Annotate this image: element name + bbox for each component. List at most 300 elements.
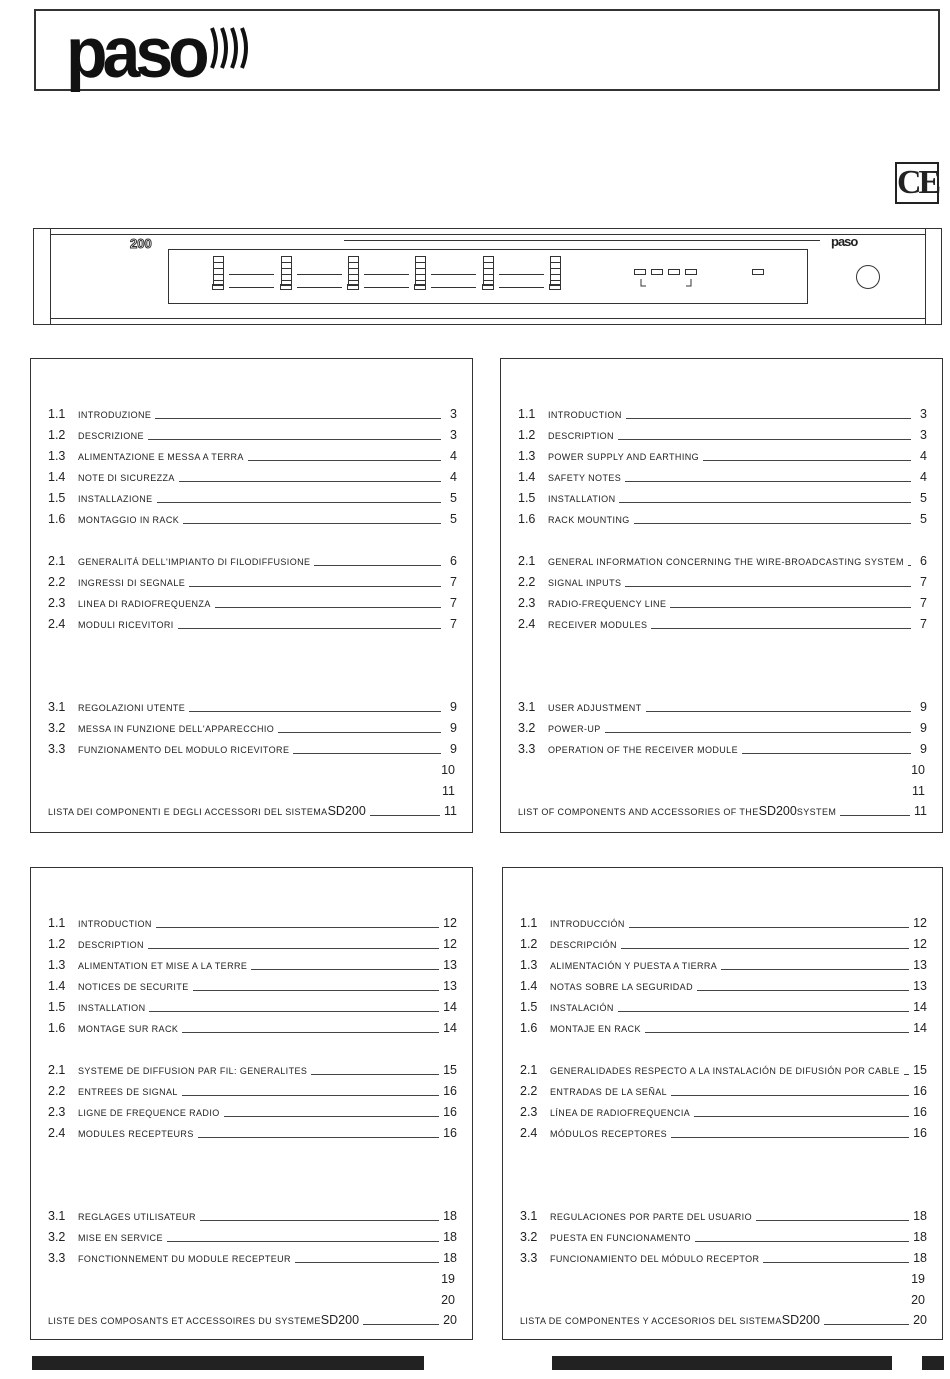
section-number: 2.4 — [48, 1126, 66, 1140]
channel-label-line — [297, 287, 342, 288]
section-title: DESCRIZIONE — [78, 431, 144, 441]
page-number: 7 — [920, 575, 927, 589]
leader-line — [148, 439, 441, 440]
section-number: 3.3 — [48, 742, 66, 756]
section-title: NOTE DI SICUREZZA — [78, 473, 175, 483]
leader-line — [200, 1220, 439, 1221]
page-number: 6 — [920, 554, 927, 568]
toc-entry[interactable] — [520, 1000, 927, 1014]
page-number: 16 — [913, 1105, 927, 1119]
section-title: REGULACIONES POR PARTE DEL USUARIO — [550, 1212, 752, 1222]
page-number: 10 — [441, 763, 455, 777]
section-title: SIGNAL INPUTS — [548, 578, 622, 588]
channel-led — [482, 284, 494, 290]
toc-entry[interactable] — [48, 979, 457, 993]
channel-label-line — [431, 287, 476, 288]
toc-entry[interactable] — [520, 916, 927, 930]
section-number: 1.2 — [48, 428, 66, 442]
section-number: 1.5 — [518, 491, 536, 505]
section-title: ENTREES DE SIGNAL — [78, 1087, 178, 1097]
selector-led[interactable] — [651, 269, 663, 275]
section-number: 2.3 — [518, 596, 536, 610]
section-title: SAFETY NOTES — [548, 473, 622, 483]
channel-label-line — [229, 274, 274, 275]
leader-line — [671, 1137, 909, 1138]
page-number: 16 — [443, 1126, 457, 1140]
page-number: 4 — [920, 449, 927, 463]
components-list-title: SYSTEM — [796, 807, 837, 817]
section-number: 2.2 — [48, 575, 66, 589]
leader-line — [618, 1011, 909, 1012]
section-title: RACK MOUNTING — [548, 515, 630, 525]
toc-entry[interactable] — [518, 428, 927, 442]
level-meter — [348, 256, 359, 286]
power-led — [752, 269, 764, 275]
components-list-title: LIST OF COMPONENTS AND ACCESSORIES OF THE — [518, 807, 759, 817]
section-number: 1.6 — [518, 512, 536, 526]
section-number: 1.3 — [518, 449, 536, 463]
leader-line — [626, 418, 911, 419]
section-title: INSTALACIÓN — [550, 1003, 614, 1013]
page-number: 4 — [450, 449, 457, 463]
page-number: 18 — [443, 1230, 457, 1244]
section-number: 1.4 — [518, 470, 536, 484]
toc-entry[interactable] — [48, 958, 457, 972]
leader-line — [149, 1011, 439, 1012]
toc-entry[interactable] — [518, 721, 927, 735]
toc-box-english — [500, 358, 943, 833]
page-number: 11 — [444, 804, 457, 818]
toc-entry[interactable] — [520, 1251, 927, 1265]
page-number: 5 — [450, 512, 457, 526]
leader-line — [278, 732, 441, 733]
toc-entry[interactable] — [48, 407, 457, 421]
toc-entry[interactable] — [520, 1084, 927, 1098]
toc-box-spanish — [502, 867, 943, 1340]
section-number: 3.1 — [48, 700, 66, 714]
leader-line — [363, 1324, 439, 1325]
toc-entry[interactable] — [48, 916, 457, 930]
section-number: 1.1 — [520, 916, 538, 930]
section-number: 1.2 — [520, 937, 538, 951]
panel-rule — [344, 240, 820, 241]
toc-entry[interactable] — [518, 596, 927, 610]
toc-entry[interactable] — [48, 804, 457, 818]
level-meter — [483, 256, 494, 286]
toc-entry[interactable] — [48, 700, 457, 714]
page-number: 18 — [443, 1251, 457, 1265]
page-number: 5 — [920, 491, 927, 505]
page-number: 15 — [443, 1063, 457, 1077]
section-number: 1.5 — [520, 1000, 538, 1014]
section-title: INTRODUCCIÓN — [550, 919, 625, 929]
level-meter — [415, 256, 426, 286]
page-number: 11 — [914, 804, 927, 818]
toc-entry[interactable] — [520, 1230, 927, 1244]
page-number: 13 — [443, 958, 457, 972]
section-number: 3.3 — [520, 1251, 538, 1265]
page-number: 7 — [450, 575, 457, 589]
page-number: 15 — [913, 1063, 927, 1077]
system-code: SD200 — [758, 804, 797, 818]
page-number: 20 — [913, 1313, 927, 1327]
section-number: 1.1 — [48, 407, 66, 421]
section-title: MONTAJE EN RACK — [550, 1024, 641, 1034]
section-number: 2.1 — [48, 1063, 66, 1077]
leader-line — [370, 815, 440, 816]
leader-line — [193, 990, 439, 991]
section-title: FUNCIONAMIENTO DEL MÓDULO RECEPTOR — [550, 1254, 760, 1264]
section-number: 3.3 — [48, 1251, 66, 1265]
section-number: 1.1 — [48, 916, 66, 930]
leader-line — [224, 1116, 439, 1117]
level-meter — [213, 256, 224, 286]
leader-line — [248, 460, 441, 461]
leader-line — [908, 565, 911, 566]
section-title: INGRESSI DI SEGNALE — [78, 578, 186, 588]
section-number: 1.5 — [48, 1000, 66, 1014]
toc-entry[interactable] — [48, 470, 457, 484]
page-number: 12 — [443, 937, 457, 951]
section-number: 1.3 — [48, 449, 66, 463]
section-number: 1.5 — [48, 491, 66, 505]
toc-entry[interactable] — [48, 1084, 457, 1098]
toc-entry[interactable] — [520, 979, 927, 993]
channel-led — [414, 284, 426, 290]
section-title: INSTALLAZIONE — [78, 494, 153, 504]
toc-entry[interactable] — [48, 937, 457, 951]
toc-entry[interactable] — [48, 512, 457, 526]
toc-entry[interactable] — [518, 470, 927, 484]
section-title: PUESTA EN FUNCIONAMENTO — [550, 1233, 691, 1243]
leader-line — [198, 1137, 439, 1138]
page-number: 20 — [441, 1293, 455, 1307]
page-number: 18 — [913, 1209, 927, 1223]
page-number: 19 — [911, 1272, 925, 1286]
page-number: 16 — [913, 1126, 927, 1140]
channel-label-line — [364, 274, 409, 275]
section-number: 2.2 — [520, 1084, 538, 1098]
page-number: 13 — [913, 958, 927, 972]
toc-entry[interactable] — [520, 1021, 927, 1035]
section-title: INSTALLATION — [78, 1003, 146, 1013]
toc-entry[interactable] — [518, 700, 927, 714]
section-title: POWER-UP — [548, 724, 601, 734]
leader-line — [840, 815, 910, 816]
selector-led[interactable] — [668, 269, 680, 275]
system-code: SD200 — [781, 1313, 820, 1327]
leader-line — [251, 969, 439, 970]
section-title: RADIO-FREQUENCY LINE — [548, 599, 667, 609]
page-number: 14 — [443, 1021, 457, 1035]
toc-entry[interactable] — [520, 1126, 927, 1140]
leader-line — [651, 628, 911, 629]
toc-entry[interactable] — [48, 575, 457, 589]
page-number: 3 — [920, 428, 927, 442]
toc-entry[interactable] — [48, 428, 457, 442]
page-number: 10 — [911, 763, 925, 777]
panel-divider — [50, 234, 926, 235]
toc-entry[interactable] — [520, 937, 927, 951]
system-code: SD200 — [320, 1313, 360, 1327]
section-title: MISE EN SERVICE — [78, 1233, 163, 1243]
toc-entry[interactable] — [518, 575, 927, 589]
toc-entry[interactable] — [518, 617, 927, 631]
leader-line — [703, 460, 911, 461]
toc-entry[interactable] — [48, 1126, 457, 1140]
section-number: 2.3 — [520, 1105, 538, 1119]
section-title: SYSTEME DE DIFFUSION PAR FIL: GENERALITES — [78, 1066, 308, 1076]
toc-entry[interactable] — [48, 1021, 457, 1035]
section-title: RECEIVER MODULES — [548, 620, 648, 630]
page-number: 3 — [450, 407, 457, 421]
channel-label-line — [229, 287, 274, 288]
channel-label-line — [431, 274, 476, 275]
page-number: 9 — [920, 742, 927, 756]
page-number: 9 — [450, 721, 457, 735]
page-number: 3 — [450, 428, 457, 442]
selector-led[interactable] — [634, 269, 646, 275]
section-title: DESCRIPTION — [548, 431, 614, 441]
page-number: 4 — [920, 470, 927, 484]
leader-line — [178, 628, 441, 629]
toc-box-french — [30, 867, 473, 1340]
page-number: 13 — [443, 979, 457, 993]
leader-line — [695, 1241, 909, 1242]
section-title: FUNZIONAMENTO DEL MODULO RICEVITORE — [78, 745, 290, 755]
page-number: 19 — [441, 1272, 455, 1286]
toc-entry[interactable] — [520, 1313, 927, 1327]
leader-line — [295, 1262, 439, 1263]
toc-entry[interactable] — [520, 1209, 927, 1223]
leader-line — [763, 1262, 909, 1263]
leader-line — [314, 565, 441, 566]
section-title: POWER SUPPLY AND EARTHING — [548, 452, 700, 462]
page-number: 12 — [913, 937, 927, 951]
section-title: INSTALLATION — [548, 494, 616, 504]
section-number: 3.1 — [518, 700, 536, 714]
section-number: 1.4 — [520, 979, 538, 993]
section-number: 2.4 — [520, 1126, 538, 1140]
toc-entry[interactable] — [520, 1105, 927, 1119]
section-title: OPERATION OF THE RECEIVER MODULE — [548, 745, 738, 755]
leader-line — [621, 948, 909, 949]
leader-line — [670, 607, 911, 608]
leader-line — [697, 990, 909, 991]
panel-model-number: 200 — [130, 236, 152, 251]
toc-entry[interactable] — [518, 742, 927, 756]
page-number: 13 — [913, 979, 927, 993]
leader-line — [189, 586, 441, 587]
section-title: NOTICES DE SECURITE — [78, 982, 189, 992]
toc-entry[interactable] — [518, 554, 927, 568]
page-number: 7 — [450, 596, 457, 610]
section-number: 3.2 — [518, 721, 536, 735]
page-number: 5 — [450, 491, 457, 505]
section-title: ALIMENTACIÓN Y PUESTA A TIERRA — [550, 961, 718, 971]
page-number: 14 — [443, 1000, 457, 1014]
section-number: 1.1 — [518, 407, 536, 421]
toc-entry[interactable] — [48, 1230, 457, 1244]
section-title: GENERAL INFORMATION CONCERNING THE WIRE-BROADCASTING SYSTEM — [548, 557, 904, 567]
page-number: 9 — [920, 721, 927, 735]
leader-line — [646, 711, 911, 712]
toc-entry[interactable] — [48, 617, 457, 631]
leader-line — [721, 969, 909, 970]
leader-line — [311, 1074, 439, 1075]
leader-line — [157, 502, 441, 503]
leader-line — [182, 1095, 439, 1096]
section-title: INTRODUZIONE — [78, 410, 152, 420]
system-code: SD200 — [327, 804, 366, 818]
toc-entry[interactable] — [518, 449, 927, 463]
section-title: LIGNE DE FREQUENCE RADIO — [78, 1108, 220, 1118]
toc-entry[interactable] — [48, 1251, 457, 1265]
section-number: 2.3 — [48, 596, 66, 610]
section-number: 1.2 — [518, 428, 536, 442]
leader-line — [189, 711, 441, 712]
section-number: 3.3 — [518, 742, 536, 756]
toc-entry[interactable] — [520, 1063, 927, 1077]
leader-line — [293, 753, 441, 754]
section-title: LINEA DI RADIOFREQUENZA — [78, 599, 211, 609]
section-number: 1.4 — [48, 470, 66, 484]
section-title: ALIMENTAZIONE E MESSA A TERRA — [78, 452, 244, 462]
section-title: MODULES RECEPTEURS — [78, 1129, 194, 1139]
logo-sound-waves-icon — [208, 26, 256, 70]
page-number: 18 — [913, 1230, 927, 1244]
page-number: 12 — [443, 916, 457, 930]
leader-line — [824, 1324, 909, 1325]
page-number: 3 — [920, 407, 927, 421]
toc-entry[interactable] — [48, 554, 457, 568]
toc-entry[interactable] — [48, 1313, 457, 1327]
leader-line — [156, 927, 439, 928]
toc-entry[interactable] — [48, 742, 457, 756]
selector-bracket-icon — [636, 278, 696, 290]
section-number: 1.6 — [48, 512, 66, 526]
section-title: GENERALIDADES RESPECTO A LA INSTALACIÓN DE DIFUSIÓN POR CABLE — [550, 1066, 900, 1076]
leader-line — [756, 1220, 909, 1221]
section-number: 2.1 — [518, 554, 536, 568]
toc-entry[interactable] — [48, 449, 457, 463]
page-number: 20 — [911, 1293, 925, 1307]
panel-logo: paso — [831, 234, 858, 249]
leader-line — [625, 481, 911, 482]
section-title: ALIMENTATION ET MISE A LA TERRE — [78, 961, 248, 971]
page-number: 14 — [913, 1021, 927, 1035]
section-number: 1.3 — [48, 958, 66, 972]
leader-line — [619, 502, 911, 503]
toc-entry[interactable] — [518, 512, 927, 526]
section-title: USER ADJUSTMENT — [548, 703, 642, 713]
section-title: FONCTIONNEMENT DU MODULE RECEPTEUR — [78, 1254, 291, 1264]
section-number: 2.3 — [48, 1105, 66, 1119]
page-number: 9 — [450, 700, 457, 714]
toc-entry[interactable] — [48, 1209, 457, 1223]
toc-entry[interactable] — [518, 491, 927, 505]
leader-line — [629, 927, 909, 928]
page-number: 7 — [450, 617, 457, 631]
section-title: MONTAGE SUR RACK — [78, 1024, 179, 1034]
toc-box-italian — [30, 358, 473, 833]
section-title: LÍNEA DE RADIOFREQUENCIA — [550, 1108, 691, 1118]
channel-label-line — [499, 274, 544, 275]
channel-label-line — [364, 287, 409, 288]
channel-label-line — [499, 287, 544, 288]
components-list-title: LISTE DES COMPOSANTS ET ACCESSOIRES DU SYSTEME — [48, 1316, 321, 1326]
toc-entry[interactable] — [520, 958, 927, 972]
toc-entry[interactable] — [48, 1063, 457, 1077]
toc-entry[interactable] — [518, 407, 927, 421]
page-number: 5 — [920, 512, 927, 526]
leader-line — [694, 1116, 909, 1117]
page-number: 7 — [920, 617, 927, 631]
leader-line — [179, 481, 441, 482]
section-title: DESCRIPCIÓN — [550, 940, 617, 950]
toc-entry[interactable] — [48, 721, 457, 735]
leader-line — [742, 753, 911, 754]
volume-knob[interactable] — [856, 265, 880, 289]
section-number: 2.2 — [518, 575, 536, 589]
toc-entry[interactable] — [48, 491, 457, 505]
page-number: 16 — [913, 1084, 927, 1098]
level-meter — [281, 256, 292, 286]
page-number: 16 — [443, 1105, 457, 1119]
page-number: 16 — [443, 1084, 457, 1098]
leader-line — [167, 1241, 439, 1242]
section-title: ENTRADAS DE LA SEÑAL — [550, 1087, 668, 1097]
page-number: 6 — [450, 554, 457, 568]
page-number: 18 — [913, 1251, 927, 1265]
section-number: 1.3 — [520, 958, 538, 972]
section-title: NOTAS SOBRE LA SEGURIDAD — [550, 982, 693, 992]
leader-line — [671, 1095, 909, 1096]
section-number: 1.2 — [48, 937, 66, 951]
leader-line — [634, 523, 911, 524]
page-number: 12 — [913, 916, 927, 930]
components-list-title: LISTA DE COMPONENTES Y ACCESORIOS DEL SISTEMA — [520, 1316, 782, 1326]
section-title: REGOLAZIONI UTENTE — [78, 703, 186, 713]
panel-divider — [50, 318, 926, 319]
toc-entry[interactable] — [48, 1105, 457, 1119]
toc-entry[interactable] — [48, 596, 457, 610]
section-title: MÓDULOS RECEPTORES — [550, 1129, 668, 1139]
section-number: 2.1 — [48, 554, 66, 568]
selector-led[interactable] — [685, 269, 697, 275]
section-title: INTRODUCTION — [78, 919, 152, 929]
toc-entry[interactable] — [48, 1000, 457, 1014]
page-number: 11 — [912, 784, 925, 798]
section-number: 3.2 — [48, 721, 66, 735]
section-number: 2.1 — [520, 1063, 538, 1077]
section-number: 3.1 — [520, 1209, 538, 1223]
leader-line — [148, 948, 439, 949]
page-number: 20 — [443, 1313, 457, 1327]
section-number: 3.2 — [48, 1230, 66, 1244]
section-title: DESCRIPTION — [78, 940, 144, 950]
section-number: 1.6 — [520, 1021, 538, 1035]
section-title: GENERALITÁ DELL'IMPIANTO DI FILODIFFUSIONE — [78, 557, 311, 567]
page-number: 7 — [920, 596, 927, 610]
section-title: MONTAGGIO IN RACK — [78, 515, 180, 525]
leader-line — [182, 1032, 439, 1033]
toc-entry[interactable] — [518, 804, 927, 818]
section-number: 1.6 — [48, 1021, 66, 1035]
ce-mark: CE — [895, 162, 939, 204]
brand-logo: paso — [66, 12, 205, 93]
section-title: MESSA IN FUNZIONE DELL'APPARECCHIO — [78, 724, 275, 734]
